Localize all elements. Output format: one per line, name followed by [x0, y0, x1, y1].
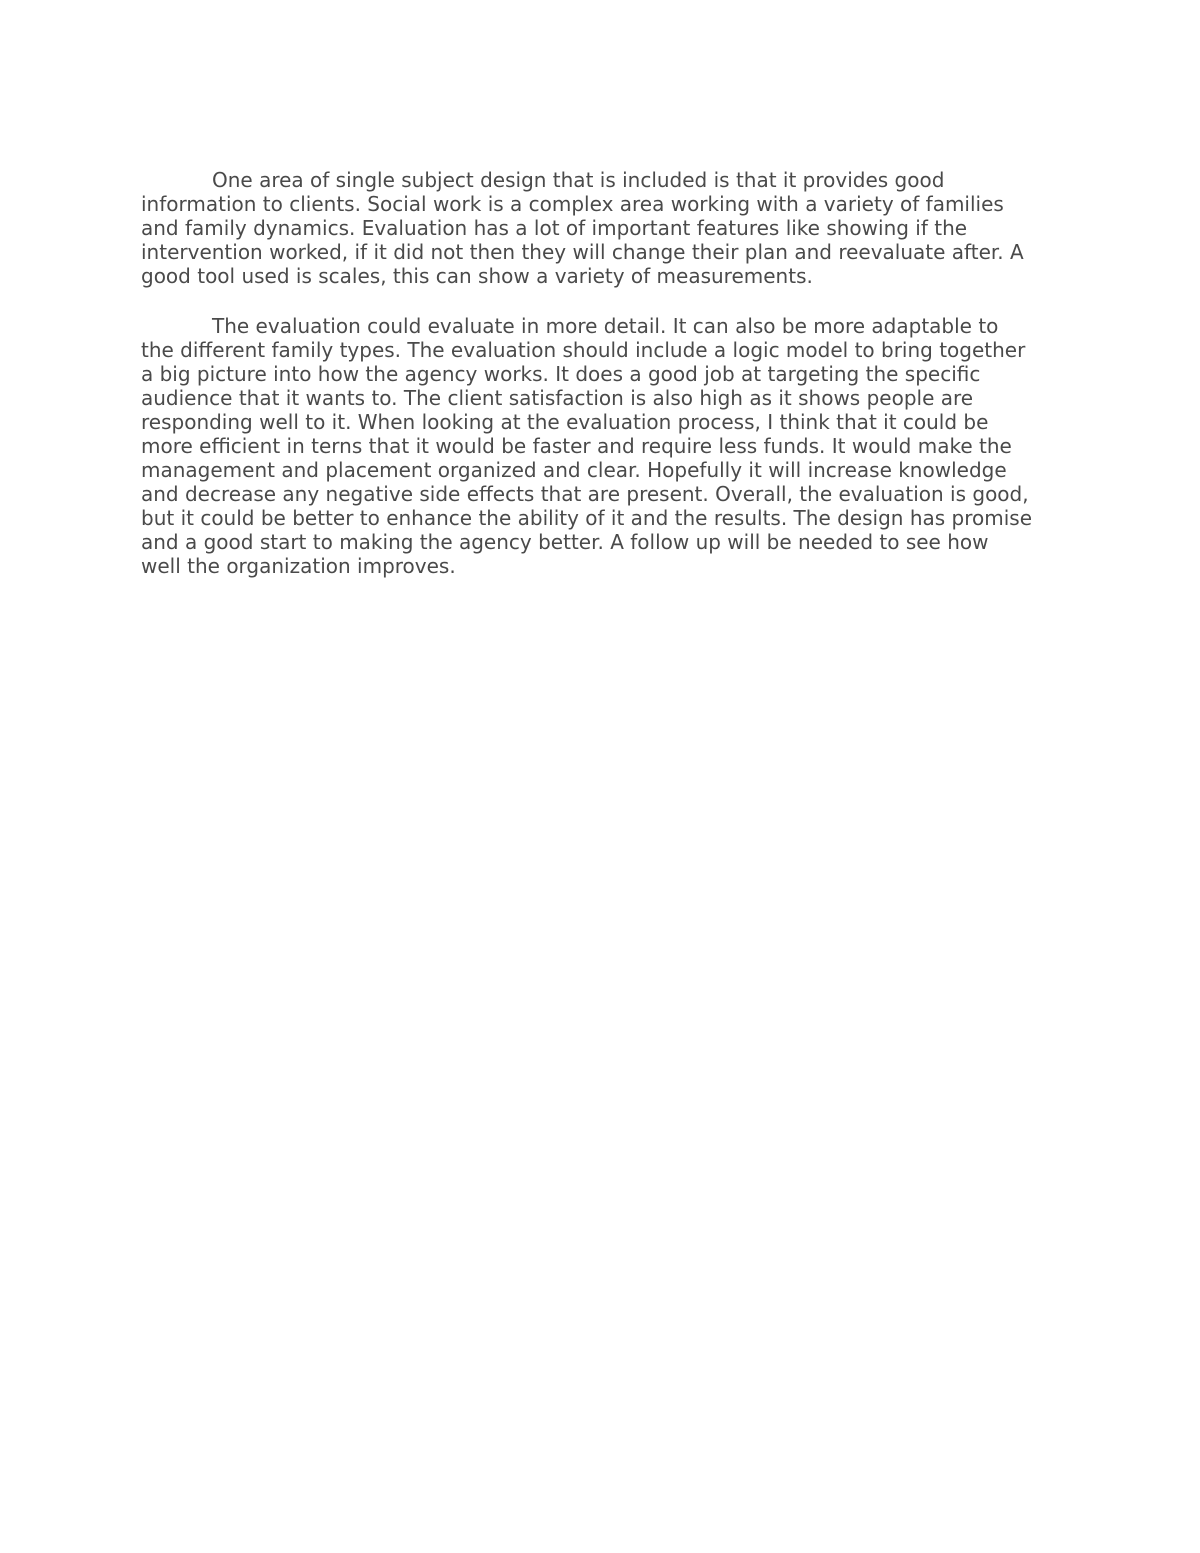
paragraph-line: and decrease any negative side effects that are present. Overall, the evaluation is good,: [141, 482, 1029, 506]
paragraph-line: but it could be better to enhance the ability of it and the results. The design has promise: [141, 506, 1033, 530]
paragraph-2: [141, 314, 1061, 578]
document-body: [141, 168, 1061, 604]
paragraph-line: management and placement organized and clear. Hopefully it will increase knowledge: [141, 458, 1007, 482]
paragraph-line: more efficient in terns that it would be faster and require less funds. It would make the: [141, 434, 1012, 458]
paragraph-line: information to clients. Social work is a complex area working with a variety of families: [141, 192, 1004, 216]
paragraph-line: and family dynamics. Evaluation has a lot of important features like showing if the: [141, 216, 968, 240]
paragraph-line: the different family types. The evaluation should include a logic model to bring together: [141, 338, 1026, 362]
paragraph-line: responding well to it. When looking at the evaluation process, I think that it could be: [141, 410, 989, 434]
paragraph-line: intervention worked, if it did not then they will change their plan and reevaluate after. A: [141, 240, 1024, 264]
paragraph-line: a big picture into how the agency works. It does a good job at targeting the specific: [141, 362, 981, 386]
paragraph-1: [141, 168, 1061, 288]
paragraph-line: One area of single subject design that is included is that it provides good: [212, 168, 945, 192]
paragraph-line: and a good start to making the agency better. A follow up will be needed to see how: [141, 530, 989, 554]
paragraph-line: well the organization improves.: [141, 554, 456, 578]
paragraph-line: The evaluation could evaluate in more detail. It can also be more adaptable to: [212, 314, 999, 338]
paragraph-line: audience that it wants to. The client satisfaction is also high as it shows people are: [141, 386, 974, 410]
paragraph-line: good tool used is scales, this can show a variety of measurements.: [141, 264, 813, 288]
